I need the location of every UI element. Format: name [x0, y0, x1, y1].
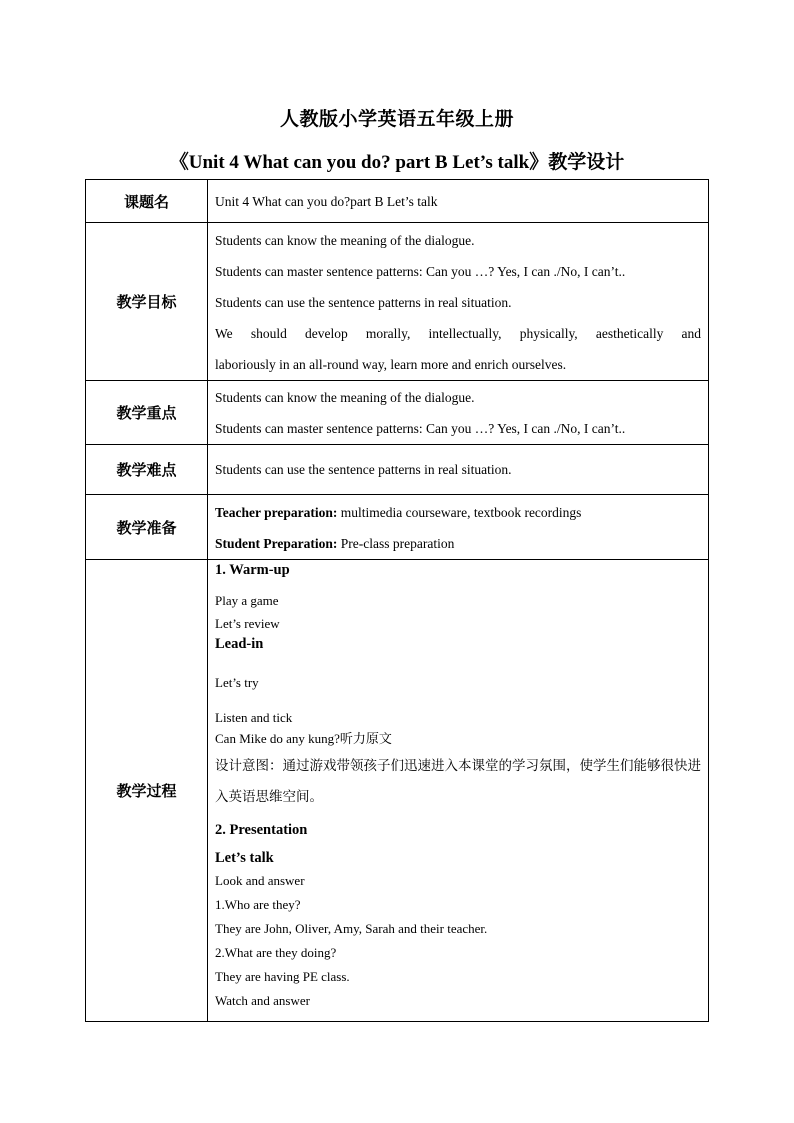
warmup-item: Play a game: [215, 593, 279, 608]
leadin-listen: Listen and tick: [215, 710, 293, 725]
table-row-topic: [86, 180, 709, 223]
leadin-try: Let’s try: [215, 675, 259, 690]
design-intent: 设计意图：通过游戏带领孩子们迅速进入本课堂的学习氛围，使学生们能够很快进入英语思维空间。: [215, 758, 701, 805]
objective-line: Students can know the meaning of the dialogue.: [215, 233, 475, 248]
talk-line: They are John, Oliver, Amy, Sarah and their teacher.: [215, 921, 488, 936]
student-preparation-label: Student Preparation:: [215, 536, 338, 551]
objective-line: Students can use the sentence patterns in real situation.: [215, 295, 512, 310]
subtitle-open-bracket: 《: [169, 151, 189, 173]
objectives-label: 教学目标: [86, 223, 208, 381]
topic-value: Unit 4 What can you do?part B Let’s talk: [215, 193, 438, 209]
table-row-process: [86, 560, 709, 1022]
student-preparation: [215, 528, 701, 559]
subtitle-close-bracket: 》: [529, 151, 549, 173]
talk-line: They are having PE class.: [215, 969, 350, 984]
table-row-difficulties: [86, 445, 709, 495]
leadin-heading: Lead-in: [215, 636, 264, 652]
talk-line: 2.What are they doing?: [215, 945, 337, 960]
table-row-key-points: [86, 381, 709, 445]
student-preparation-value: Pre-class preparation: [340, 536, 455, 551]
topic-label: 课题名: [86, 180, 208, 223]
objective-line: laboriously in an all-round way, learn more and enrich ourselves.: [215, 357, 567, 372]
objective-line: We should develop morally, intellectually, physically, aesthetically and: [215, 326, 701, 341]
teacher-preparation-value: multimedia courseware, textbook recordings: [340, 505, 582, 520]
process-label: 教学过程: [86, 560, 208, 1022]
talk-line: 1.Who are they?: [215, 897, 301, 912]
preparation-label: 教学准备: [86, 495, 208, 560]
document-title: 人教版小学英语五年级上册: [279, 108, 514, 130]
lesson-plan-table: [85, 179, 709, 1022]
objective-line: Students can master sentence patterns: Can you …? Yes, I can ./No, I can’t..: [215, 264, 626, 279]
key-points-label: 教学重点: [86, 381, 208, 445]
warmup-item: Let’s review: [215, 616, 280, 631]
key-point-line: Students can master sentence patterns: Can you …? Yes, I can ./No, I can’t..: [215, 421, 626, 436]
presentation-heading: 2. Presentation: [215, 822, 308, 838]
table-row-objectives: [86, 223, 709, 381]
teacher-preparation: [215, 497, 701, 528]
leadin-question: Can Mike do any kung?听力原文: [215, 731, 392, 746]
difficulties-value: Students can use the sentence patterns in real situation.: [215, 462, 512, 477]
talk-line: Watch and answer: [215, 993, 310, 1008]
subtitle-suffix: 教学设计: [548, 151, 625, 173]
warmup-heading: 1. Warm-up: [215, 562, 290, 578]
subtitle-lesson: Unit 4 What can you do? part B Let’s talk: [188, 152, 530, 173]
difficulties-label: 教学难点: [86, 445, 208, 495]
talk-line: Look and answer: [215, 873, 305, 888]
talk-heading: Let’s talk: [215, 850, 274, 866]
table-row-preparation: [86, 495, 709, 560]
key-point-line: Students can know the meaning of the dialogue.: [215, 390, 475, 405]
document-subtitle: [0, 147, 794, 174]
teacher-preparation-label: Teacher preparation:: [215, 505, 338, 520]
